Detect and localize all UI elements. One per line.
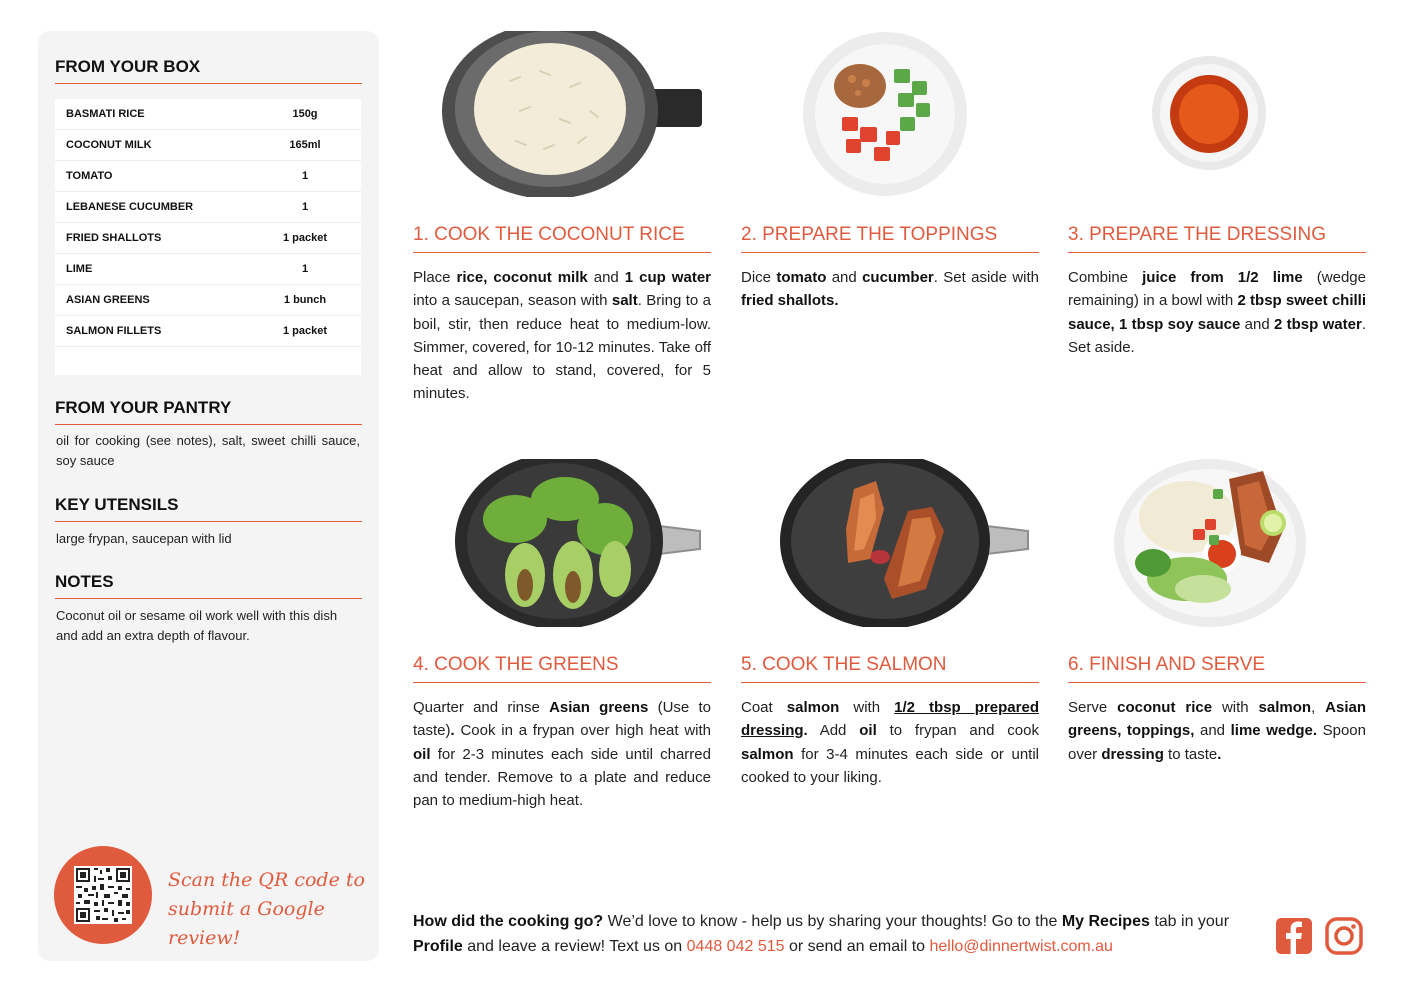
text-segment: . Set aside with	[933, 269, 1039, 286]
ingredient-qty: 1 packet	[282, 232, 328, 244]
ingredient-row	[55, 285, 361, 316]
text-segment: for 2-3 minutes each side until charred and tender. Remove to a plate and reduce pan to medium-high heat.	[413, 745, 711, 810]
utensils-text: large frypan, saucepan with lid	[56, 531, 232, 546]
text-segment: How did the cooking go?	[413, 913, 604, 930]
text-segment: Add	[807, 722, 860, 740]
text-segment: Serve	[1068, 699, 1118, 716]
text-segment: . Bring to a boil, stir, then reduce heat to medium-low. Simmer, covered, for 10-12 minutes. Take off heat and allow to stand, covered, for 5 minutes.	[413, 292, 711, 403]
text-segment: Coat	[741, 699, 787, 716]
step-5-body	[741, 696, 1039, 789]
text-segment: coconut rice	[1117, 699, 1213, 716]
text-segment: juice from 1/2 lime	[1142, 269, 1303, 286]
notes-heading: NOTES	[55, 572, 362, 599]
rice-saucepan-image	[440, 31, 702, 197]
step-6-body	[1068, 696, 1366, 766]
pantry-text: oil for cooking (see notes), salt, sweet chilli sauce, soy sauce	[56, 433, 360, 468]
text-segment: . Set aside.	[1068, 315, 1366, 356]
text-segment: to taste	[1163, 745, 1218, 763]
dressing-bowl-image	[1150, 54, 1268, 172]
text-segment: Quarter and rinse	[413, 699, 550, 716]
text-segment: salmon	[741, 745, 794, 763]
facebook-icon[interactable]	[1275, 917, 1313, 955]
ingredients-sidebar	[38, 31, 379, 961]
text-segment: ,	[1311, 699, 1326, 716]
from-your-pantry-heading: FROM YOUR PANTRY	[55, 398, 362, 425]
ingredient-name: LIME	[66, 263, 93, 275]
greens-frypan-image	[455, 459, 702, 627]
ingredient-name: ASIAN GREENS	[66, 294, 150, 306]
ingredient-qty: 150g	[292, 108, 318, 120]
text-segment: and	[826, 269, 863, 286]
text-segment: 2 tbsp sweet chilli sauce, 1 tbsp soy sauce	[1068, 292, 1366, 333]
text-segment: Profile	[413, 938, 463, 955]
ingredient-name: LEBANESE CUCUMBER	[66, 201, 194, 213]
ingredient-qty: 165ml	[289, 139, 321, 151]
text-segment: 1/2 tbsp prepared dressing	[741, 699, 1039, 740]
ingredient-qty: 1	[301, 170, 309, 182]
text-segment: .	[1217, 745, 1222, 763]
step-4-body	[413, 696, 711, 812]
text-segment: Asian greens, toppings,	[1068, 699, 1367, 740]
key-utensils-heading: KEY UTENSILS	[55, 495, 362, 522]
ingredient-name: COCONUT MILK	[66, 139, 152, 151]
ingredient-row	[55, 192, 361, 223]
text-segment: rice, coconut milk	[456, 269, 588, 286]
step-4-title: 4. COOK THE GREENS	[413, 654, 711, 683]
ingredient-qty: 1 packet	[282, 325, 328, 337]
step-5-title: 5. COOK THE SALMON	[741, 654, 1039, 683]
text-segment: Asian greens	[549, 699, 649, 716]
text-segment: tomato	[776, 269, 827, 286]
ingredient-name: TOMATO	[66, 170, 113, 182]
text-segment: with	[1212, 699, 1259, 716]
text-segment: 1 cup water	[624, 269, 711, 286]
text-segment: for 3-4 minutes each side or until cooked to your liking.	[741, 745, 1039, 786]
text-segment: with	[839, 699, 895, 716]
instagram-icon[interactable]	[1325, 917, 1363, 955]
qr-code-icon[interactable]	[74, 866, 132, 924]
step-3-title: 3. PREPARE THE DRESSING	[1068, 224, 1366, 253]
text-segment: dressing	[1101, 745, 1164, 763]
text-segment: and leave a review! Text us on	[462, 938, 687, 955]
qr-text-line-1: Scan the QR code to	[168, 869, 365, 891]
ingredient-name: FRIED SHALLOTS	[66, 232, 162, 244]
text-segment: .	[450, 722, 455, 740]
ingredient-row	[55, 254, 361, 285]
text-segment: or send an email to	[784, 938, 930, 955]
qr-review-text	[168, 866, 368, 953]
step-3-body	[1068, 266, 1366, 359]
text-segment: lime wedge.	[1230, 722, 1318, 740]
contact-link[interactable]: 0448 042 515	[686, 938, 785, 955]
text-segment: to frypan and cook	[876, 722, 1039, 740]
ingredient-qty: 1 bunch	[283, 294, 327, 306]
text-segment: fried shallots.	[741, 292, 839, 310]
step-2-body	[741, 266, 1039, 313]
step-2-title: 2. PREPARE THE TOPPINGS	[741, 224, 1039, 253]
review-footer-text	[413, 909, 1263, 959]
text-segment: Cook in a frypan over high heat with	[454, 722, 711, 740]
text-segment: Place	[413, 269, 457, 286]
step-1-title: 1. COOK THE COCONUT RICE	[413, 224, 711, 253]
text-segment: salt	[611, 292, 638, 310]
text-segment: cucumber	[862, 269, 934, 286]
step-6-title: 6. FINISH AND SERVE	[1068, 654, 1366, 683]
text-segment: Spoon over	[1068, 722, 1366, 763]
toppings-plate-image	[802, 31, 968, 197]
ingredient-row	[55, 161, 361, 192]
salmon-frypan-image	[780, 459, 1030, 627]
text-segment: Dice	[741, 269, 777, 286]
text-segment: into a saucepan, season with	[413, 292, 612, 310]
text-segment: 2 tbsp water	[1274, 315, 1362, 333]
ingredient-row	[55, 316, 361, 347]
ingredients-table	[55, 99, 361, 375]
contact-link[interactable]: hello@dinnertwist.com.au	[929, 938, 1113, 955]
ingredient-row	[55, 130, 361, 161]
text-segment: oil	[859, 722, 877, 740]
ingredient-row	[55, 99, 361, 130]
text-segment: (Use to taste)	[413, 699, 711, 740]
notes-text: Coconut oil or sesame oil work well with this dish and add an extra depth of flavour.	[56, 608, 338, 643]
qr-badge	[54, 846, 152, 944]
text-segment: tab in your	[1149, 913, 1230, 930]
text-segment: and	[587, 269, 625, 286]
text-segment: (wedge remaining) in a bowl with	[1068, 269, 1366, 310]
ingredient-row	[55, 223, 361, 254]
ingredient-qty: 1	[301, 263, 309, 275]
text-segment: .	[803, 722, 808, 740]
served-bowl-image	[1113, 459, 1307, 627]
text-segment: salmon	[1258, 699, 1312, 716]
step-1-body	[413, 266, 711, 406]
ingredient-name: BASMATI RICE	[66, 108, 145, 120]
from-your-box-heading: FROM YOUR BOX	[55, 57, 362, 84]
text-segment: oil	[413, 745, 431, 763]
text-segment: salmon	[786, 699, 840, 716]
ingredient-name: SALMON FILLETS	[66, 325, 162, 337]
text-segment: We’d love to know - help us by sharing your thoughts! Go to the	[603, 913, 1062, 930]
ingredient-qty: 1	[301, 201, 309, 213]
text-segment: and	[1240, 315, 1274, 333]
text-segment: Combine	[1068, 269, 1143, 286]
qr-text-line-2: submit a Google review!	[168, 898, 325, 949]
text-segment: and	[1194, 722, 1231, 740]
text-segment: My Recipes	[1061, 913, 1150, 930]
